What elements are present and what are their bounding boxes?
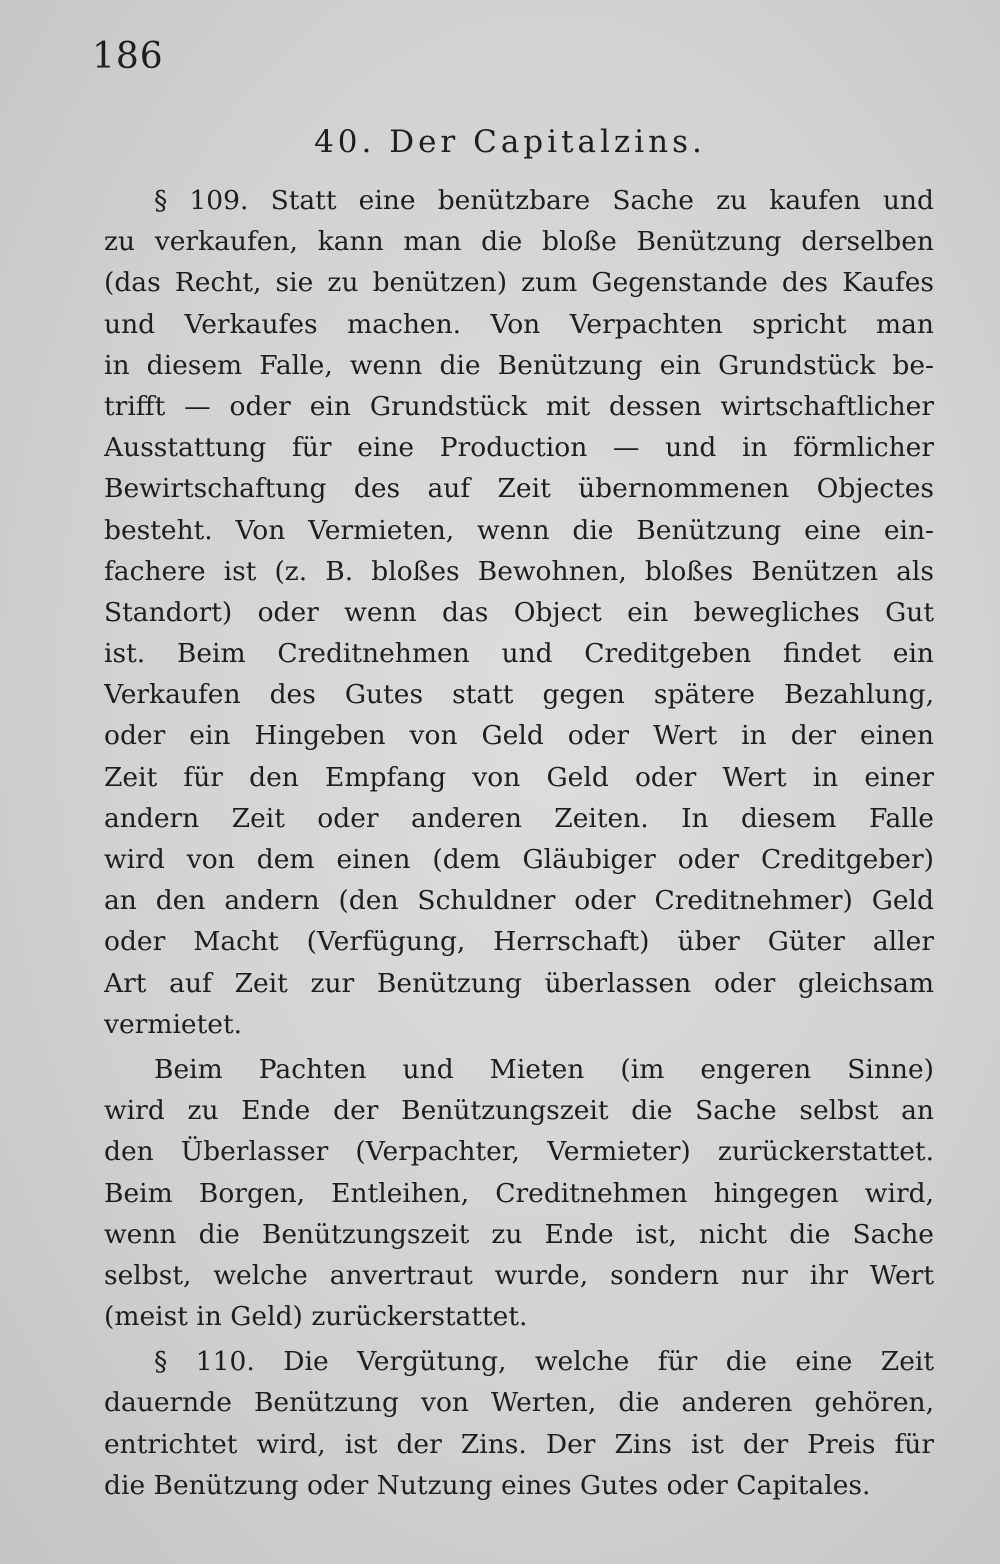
text-line: oder Macht (Verfügung, Herrschaft) über Güter aller — [104, 926, 934, 958]
text-line: oder ein Hingeben von Geld oder Wert in der einen — [104, 720, 934, 752]
text-line: wird zu Ende der Benützungszeit die Sache selbst an — [104, 1095, 934, 1127]
chapter-title: 40. Der Capitalzins. — [314, 124, 706, 160]
text-line: § 110. Die Vergütung, welche für die eine Zeit — [154, 1346, 934, 1378]
text-line: Bewirtschaftung des auf Zeit übernommenen Objectes — [104, 473, 934, 505]
text-line: andern Zeit oder anderen Zeiten. In diesem Falle — [104, 802, 934, 834]
page-number: 186 — [92, 36, 164, 77]
text-line: Zeit für den Empfang von Geld oder Wert in einer — [104, 761, 934, 793]
text-line: Verkaufen des Gutes statt gegen spätere Bezahlung, — [104, 679, 934, 711]
text-line: Ausstattung für eine Production — und in förmlicher — [104, 432, 934, 464]
text-line: entrichtet wird, ist der Zins. Der Zins ist der Preis für — [104, 1428, 934, 1460]
text-line: (meist in Geld) zurückerstattet. — [104, 1301, 528, 1333]
text-line: fachere ist (z. B. bloßes Bewohnen, bloßes Benützen als — [104, 555, 934, 587]
text-line: Beim Pachten und Mieten (im engeren Sinne) — [154, 1053, 934, 1085]
text-line: dauernde Benützung von Werten, die anderen gehören, — [104, 1387, 934, 1419]
text-line: wird von dem einen (dem Gläubiger oder Creditgeber) — [104, 844, 934, 875]
paragraph — [104, 1341, 934, 1506]
text-line: vermietet. — [104, 1008, 243, 1040]
text-line: Beim Borgen, Entleihen, Creditnehmen hingegen wird, — [104, 1177, 934, 1209]
paragraph — [104, 1049, 934, 1337]
text-line: wenn die Benützungszeit zu Ende ist, nicht die Sache — [104, 1218, 934, 1250]
text-line: selbst, welche anvertraut wurde, sondern nur ihr Wert — [104, 1259, 934, 1291]
text-line: Art auf Zeit zur Benützung überlassen oder gleichsam — [104, 967, 934, 999]
text-line: in diesem Falle, wenn die Benützung ein Grundstück be- — [104, 349, 934, 381]
text-line: zu verkaufen, kann man die bloße Benützung derselben — [104, 226, 934, 258]
text-line: und Verkaufes machen. Von Verpachten spricht man — [104, 308, 934, 340]
text-line: (das Recht, sie zu benützen) zum Gegenstande des Kaufes — [104, 267, 934, 299]
text-line: besteht. Von Vermieten, wenn die Benützung eine ein- — [104, 514, 934, 546]
text-line: § 109. Statt eine benützbare Sache zu kaufen und — [154, 185, 934, 216]
text-line: die Benützung oder Nutzung eines Gutes oder Capitales. — [104, 1469, 871, 1501]
paragraph — [104, 180, 934, 1045]
body-text — [104, 180, 934, 1506]
text-line: trifft — oder ein Grundstück mit dessen wirtschaftlicher — [104, 390, 934, 422]
text-line: ist. Beim Creditnehmen und Creditgeben findet ein — [104, 638, 934, 670]
text-line: an den andern (den Schuldner oder Creditnehmer) Geld — [104, 885, 934, 917]
text-line: den Überlasser (Verpachter, Vermieter) zurückerstattet. — [104, 1136, 934, 1168]
text-line: Standort) oder wenn das Object ein bewegliches Gut — [104, 596, 934, 628]
